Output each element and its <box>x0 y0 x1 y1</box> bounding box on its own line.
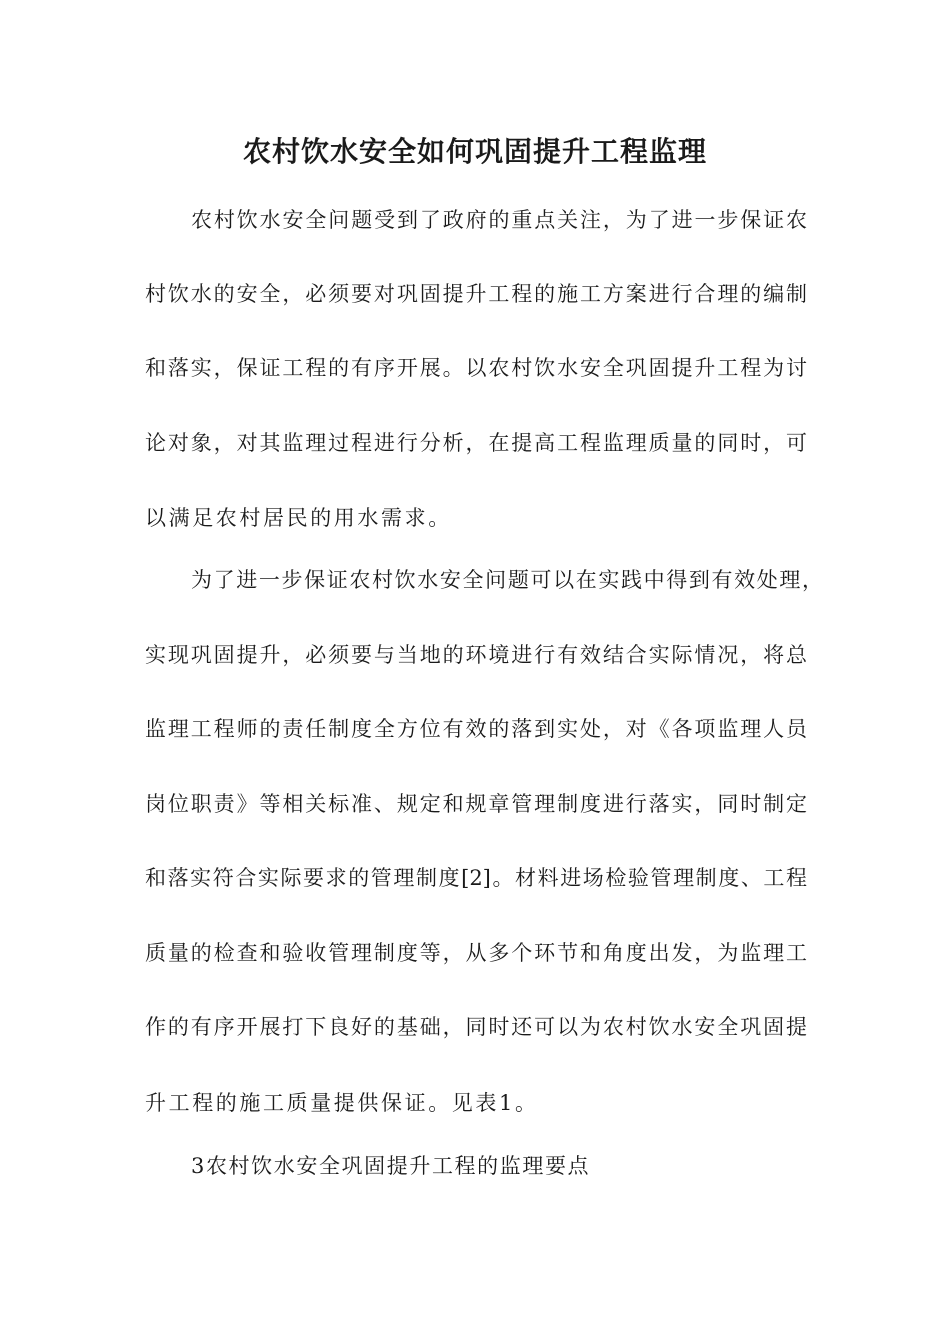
paragraph-2-line-6: 质量的检查和验收管理制度等，从多个环节和角度出发，为监理工 <box>145 941 807 965</box>
section-heading: 3农村饮水安全巩固提升工程的监理要点 <box>191 1154 591 1178</box>
paragraph-2-line-1: 为了进一步保证农村饮水安全问题可以在实践中得到有效处理， <box>191 568 823 592</box>
paragraph-2-line-8: 升工程的施工质量提供保证。见表1。 <box>145 1091 539 1115</box>
paragraph-2-line-4: 岗位职责》等相关标准、规定和规章管理制度进行落实，同时制定 <box>145 792 807 816</box>
paragraph-2-line-2: 实现巩固提升，必须要与当地的环境进行有效结合实际情况，将总 <box>145 643 807 667</box>
paragraph-2-line-3: 监理工程师的责任制度全方位有效的落到实处，对《各项监理人员 <box>145 717 807 741</box>
paragraph-2-line-7: 作的有序开展打下良好的基础，同时还可以为农村饮水安全巩固提 <box>145 1015 807 1039</box>
paragraph-1-line-3: 和落实，保证工程的有序开展。以农村饮水安全巩固提升工程为讨 <box>145 356 807 380</box>
paragraph-1-line-1: 农村饮水安全问题受到了政府的重点关注，为了进一步保证农 <box>191 208 807 232</box>
document-title: 农村饮水安全如何巩固提升工程监理 <box>242 135 707 168</box>
paragraph-2-line-5: 和落实符合实际要求的管理制度[2]。材料进场检验管理制度、工程 <box>145 866 807 890</box>
paragraph-1-line-4: 论对象，对其监理过程进行分析，在提高工程监理质量的同时，可 <box>145 431 807 455</box>
paragraph-1-line-2: 村饮水的安全，必须要对巩固提升工程的施工方案进行合理的编制 <box>145 282 807 306</box>
paragraph-1-line-5: 以满足农村居民的用水需求。 <box>145 506 452 530</box>
